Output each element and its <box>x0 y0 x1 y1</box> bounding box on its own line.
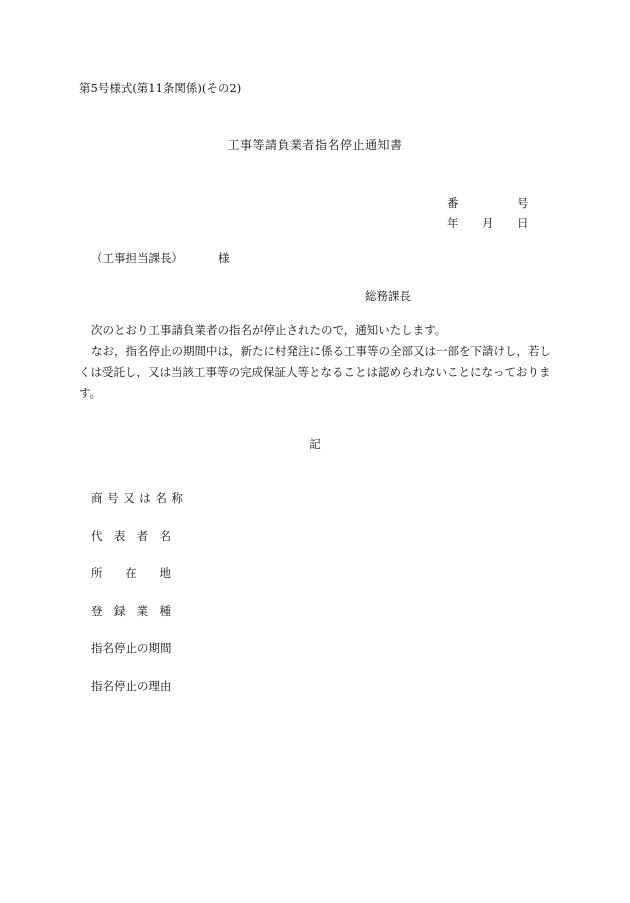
date-year-label: 年 <box>447 216 459 230</box>
document-title: 工事等請負業者指名停止通知書 <box>227 138 403 152</box>
body-text <box>79 320 551 404</box>
ki-heading: 記 <box>309 437 321 451</box>
document-date-line <box>447 213 537 233</box>
item-label-suspension-reason: 指名停止の理由 <box>91 678 172 693</box>
item-label-suspension-period: 指名停止の期間 <box>91 641 172 655</box>
body-paragraph-1: 次のとおり工事請負業者の指名が停止されたので，通知いたします。 <box>91 323 447 337</box>
item-list <box>91 490 183 715</box>
addressee-name: （工事担当課長） <box>91 251 183 265</box>
list-item <box>91 678 183 716</box>
form-number-label: 第5号様式(第11条関係)(その2) <box>79 81 242 95</box>
date-day-label: 日 <box>517 216 529 230</box>
item-label-trade-name: 商号又は名称 <box>91 491 183 505</box>
sender: 総務課長 <box>365 289 411 303</box>
item-label-representative: 代表者名 <box>91 528 171 543</box>
item-label-address: 所在地 <box>91 566 171 580</box>
list-item <box>91 640 183 678</box>
addressee-honorific: 様 <box>218 251 230 265</box>
number-ban-label: 番 <box>447 196 459 210</box>
list-item <box>91 490 183 528</box>
list-item <box>91 528 183 566</box>
date-month-label: 月 <box>482 216 494 230</box>
body-paragraph-2: なお，指名停止の期間中は，新たに村発注に係る工事等の全部又は一部を下請けし，若しくは受託し，又は当該工事等の完成保証人等となることは認められないことになっております。 <box>79 344 551 400</box>
item-label-registered-business: 登録業種 <box>91 603 171 618</box>
document-number-line <box>447 193 537 213</box>
list-item <box>91 565 183 603</box>
document-number-date-block <box>447 193 537 233</box>
addressee <box>91 250 230 266</box>
number-go-label: 号 <box>517 196 529 210</box>
list-item <box>91 603 183 641</box>
